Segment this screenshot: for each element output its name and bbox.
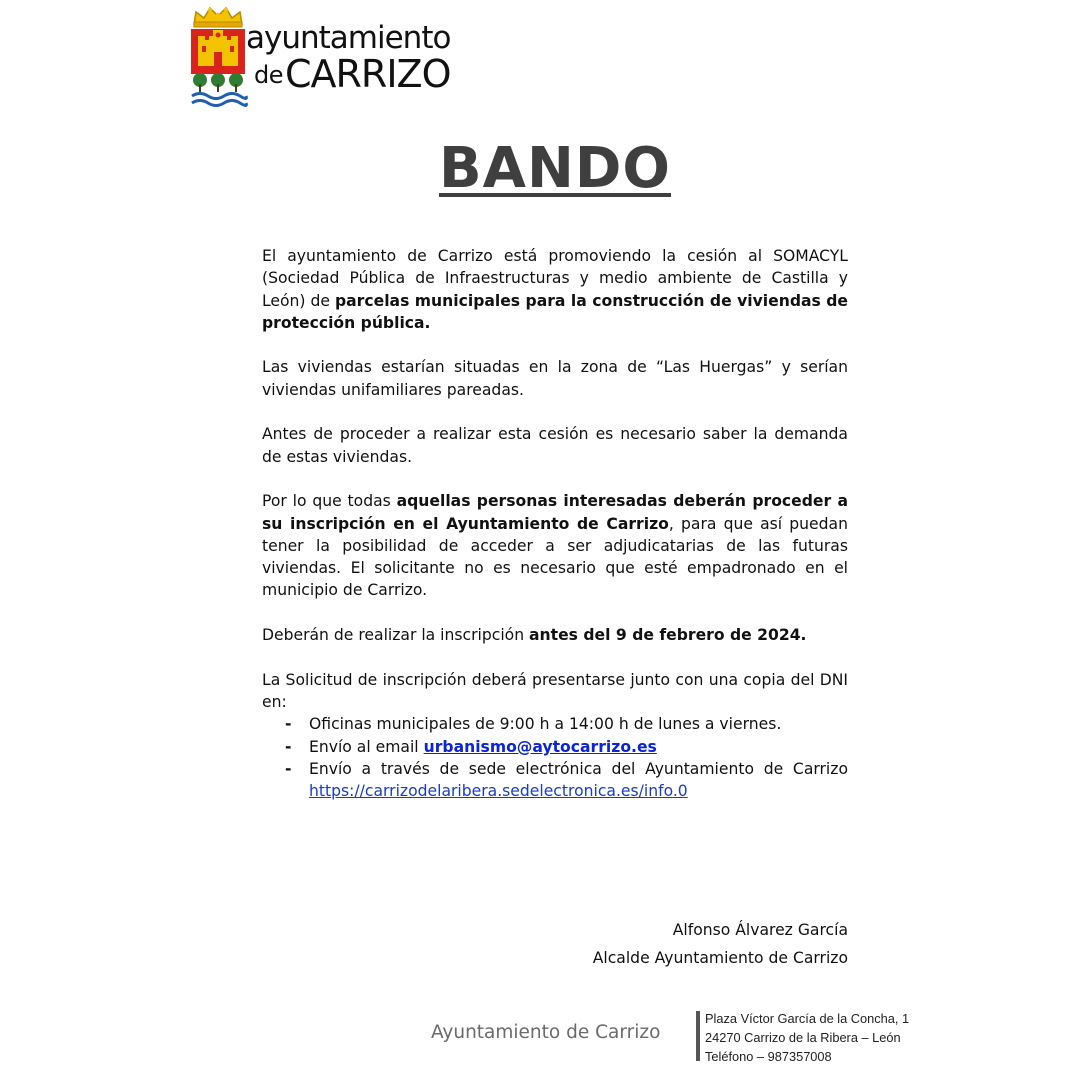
footer-address bbox=[705, 1009, 909, 1066]
footer-address-line2: 24270 Carrizo de la Ribera – León bbox=[705, 1030, 901, 1045]
paragraph-location: Las viviendas estarían situadas en la zona de “Las Huergas” y serían viviendas unifamiliares pareadas. bbox=[262, 358, 848, 399]
list-item-email bbox=[262, 736, 848, 758]
footer-address-line1: Plaza Víctor García de la Concha, 1 bbox=[705, 1011, 910, 1026]
logo-text-de: de bbox=[254, 61, 283, 89]
list-dash: - bbox=[285, 715, 292, 734]
signature-role: Alcalde Ayuntamiento de Carrizo bbox=[592, 949, 848, 967]
logo-text-name: CARRIZO bbox=[285, 52, 451, 96]
municipal-logo bbox=[188, 4, 478, 110]
paragraph-demand: Antes de proceder a realizar esta cesión es necesario saber la demanda de estas viviendas. bbox=[262, 425, 848, 466]
document-body bbox=[262, 245, 848, 802]
paragraph-submission: La Solicitud de inscripción deberá presentarse junto con una copia del DNI en: bbox=[262, 670, 848, 711]
p1-text: El ayuntamiento de Carrizo está promoviendo la cesión al SOMACYL (Sociedad Pública de Infraestructuras y medio ambiente de Castilla y León) de bbox=[262, 247, 848, 310]
submission-methods-list bbox=[262, 713, 848, 802]
logo-text-carrizo bbox=[254, 52, 450, 96]
p5-text: Deberán de realizar la inscripción bbox=[262, 626, 530, 645]
p4-text-a: Por lo que todas bbox=[262, 492, 397, 511]
sede-electronica-link[interactable]: https://carrizodelaribera.sedelectronica.es/info.0 bbox=[309, 782, 688, 801]
list-item-email-text: Envío al email bbox=[309, 737, 424, 756]
signature-name: Alfonso Álvarez García bbox=[672, 921, 848, 939]
p1-bold: parcelas municipales para la construcción de viviendas de protección pública. bbox=[262, 291, 849, 332]
list-dash: - bbox=[285, 737, 292, 756]
paragraph-deadline bbox=[262, 624, 848, 646]
list-item-sede bbox=[262, 758, 848, 803]
footer-phone: Teléfono – 987357008 bbox=[705, 1049, 832, 1064]
p5-bold-date: antes del 9 de febrero de 2024. bbox=[529, 626, 807, 645]
email-link[interactable]: urbanismo@aytocarrizo.es bbox=[423, 737, 657, 756]
footer-divider bbox=[696, 1011, 700, 1061]
list-item-sede-text: Envío a través de sede electrónica del Ayuntamiento de Carrizo bbox=[309, 759, 848, 778]
list-item-offices bbox=[262, 713, 848, 735]
page-title bbox=[0, 136, 1080, 201]
signature-block bbox=[593, 916, 848, 972]
coat-of-arms-icon bbox=[188, 4, 248, 108]
title-text: BANDO bbox=[439, 136, 671, 201]
p4-text-c: , para que así puedan tener la posibilidad de acceder a ser adjudicatarias de las futuras viviendas. El solicitante no es necesario que esté empadronado en el municipio de Carrizo. bbox=[262, 514, 848, 600]
list-dash: - bbox=[285, 759, 292, 778]
paragraph-somacyl bbox=[262, 245, 848, 334]
logo-text-ayuntamiento: ayuntamiento bbox=[246, 20, 451, 56]
p4-bold: aquellas personas interesadas deberán proceder a su inscripción en el Ayuntamiento de Carrizo bbox=[262, 492, 848, 533]
list-item-offices-text: Oficinas municipales de 9:00 h a 14:00 h de lunes a viernes. bbox=[309, 715, 782, 734]
footer-institution-name: Ayuntamiento de Carrizo bbox=[431, 1022, 661, 1043]
paragraph-registration bbox=[262, 490, 848, 601]
